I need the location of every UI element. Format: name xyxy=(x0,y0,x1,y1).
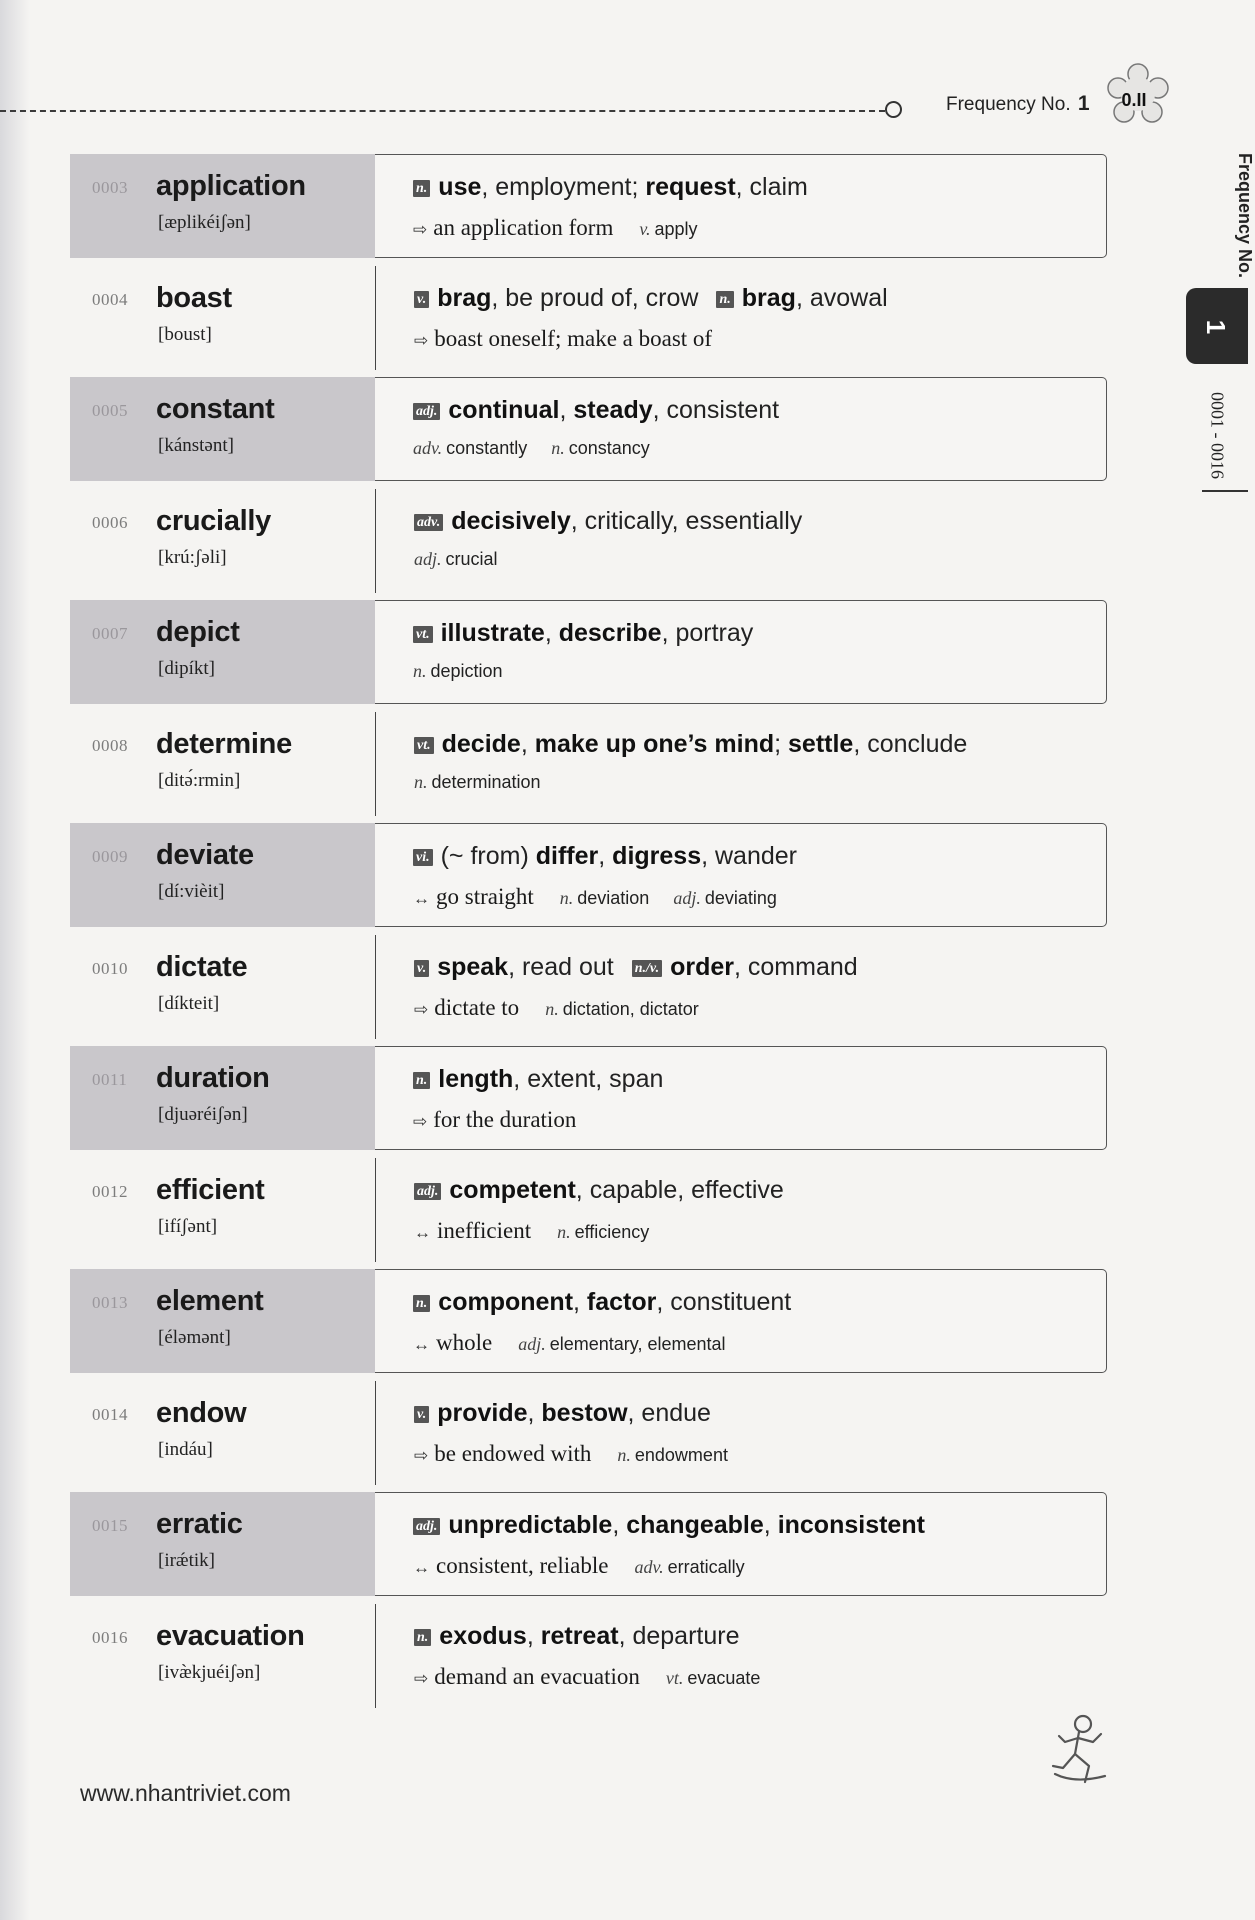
page-gutter-shadow xyxy=(0,0,30,1920)
synonym-text: , avowal xyxy=(795,283,888,312)
derivative-pos: adv. xyxy=(413,438,443,458)
side-tab-range: 0001 - 0016 xyxy=(1207,392,1228,479)
entry-definition-cell xyxy=(375,1381,1108,1485)
definition-line xyxy=(414,284,888,313)
headword: determine xyxy=(156,727,292,760)
entry-definition-cell xyxy=(375,935,1108,1039)
entry-number: 0012 xyxy=(92,1181,128,1201)
entry-headword-cell xyxy=(70,489,375,593)
key-synonym: continual xyxy=(448,396,560,424)
usage-line xyxy=(413,884,801,910)
synonym-text: , xyxy=(598,842,613,870)
entry-number: 0008 xyxy=(92,735,128,755)
key-synonym: make up one’s mind xyxy=(534,729,775,758)
definition-line xyxy=(414,1176,784,1205)
derivative-word: efficiency xyxy=(574,1221,650,1242)
part-of-speech-badge: v. xyxy=(414,1406,429,1423)
entry-definition-cell xyxy=(375,1158,1108,1262)
key-synonym: changeable xyxy=(626,1511,764,1539)
synonym-text: , employment; xyxy=(481,173,646,201)
synonym-text: , constituent xyxy=(656,1288,792,1316)
vocab-entry xyxy=(70,485,1115,597)
part-of-speech-badge: adv. xyxy=(414,514,443,531)
derivative-pos: n. xyxy=(617,1444,631,1465)
headword: dictate xyxy=(156,950,248,983)
key-synonym: steady xyxy=(573,396,653,424)
vocab-entry xyxy=(70,262,1115,374)
part-of-speech-badge: vi. xyxy=(413,849,433,866)
usage-phrase: whole xyxy=(436,1330,493,1355)
definition-line xyxy=(413,619,753,648)
headword: efficient xyxy=(156,1173,265,1206)
synonym-text: , critically, essentially xyxy=(570,506,803,535)
synonym-text: , consistent xyxy=(652,396,780,424)
headword: element xyxy=(156,1285,264,1317)
part-of-speech-badge: n. xyxy=(716,291,733,308)
entry-headword-cell xyxy=(70,1046,375,1150)
pronunciation: [ditə́:rmin] xyxy=(158,769,241,791)
entry-number: 0014 xyxy=(92,1404,128,1424)
definition-line xyxy=(414,730,967,759)
derivative-pos: adv. xyxy=(634,1557,664,1577)
synonym-text: , claim xyxy=(735,173,808,201)
arrow-icon: ⇨ xyxy=(414,1445,429,1465)
usage-phrase: an application form xyxy=(433,215,614,240)
arrow-icon: ↔ xyxy=(413,1335,430,1354)
part-of-speech-badge: n. xyxy=(414,1629,431,1646)
entry-definition-cell xyxy=(375,1046,1107,1150)
derivative-pos: n. xyxy=(545,998,559,1019)
pronunciation: [dí:vièit] xyxy=(158,881,225,902)
part-of-speech-badge: adj. xyxy=(414,1183,441,1200)
entry-headword-cell xyxy=(70,266,375,370)
vocab-entry xyxy=(70,1154,1115,1266)
key-synonym: settle xyxy=(788,729,854,758)
usage-phrase: for the duration xyxy=(433,1107,577,1132)
usage-line xyxy=(413,438,674,460)
entry-definition-cell xyxy=(375,489,1108,593)
synonym-text: , command xyxy=(734,952,858,981)
synonym-text: , capable, effective xyxy=(575,1175,784,1204)
pronunciation: [ivæ̀kjuéiʃən] xyxy=(158,1661,261,1683)
synonym-text: , xyxy=(612,1511,627,1539)
footer-website: www.nhantriviet.com xyxy=(80,1780,291,1806)
entry-headword-cell xyxy=(70,1158,375,1262)
headword: application xyxy=(156,170,306,202)
entry-number: 0003 xyxy=(92,178,128,197)
part-of-speech-badge: v. xyxy=(414,960,429,977)
entry-definition-cell xyxy=(375,712,1108,816)
synonym-text: , wander xyxy=(701,842,797,870)
derivative-word: endowment xyxy=(634,1444,728,1465)
pronunciation: [krú:ʃəli] xyxy=(158,546,227,568)
usage-phrase: inefficient xyxy=(437,1217,532,1243)
entry-number: 0007 xyxy=(92,624,128,643)
pronunciation: [æplikéiʃən] xyxy=(158,212,251,233)
pronunciation: [kánstənt] xyxy=(158,435,234,456)
arrow-icon: ⇨ xyxy=(414,330,429,350)
key-synonym: exodus xyxy=(439,1621,527,1650)
headword: duration xyxy=(156,1062,270,1094)
synonym-text: (~ from) xyxy=(440,842,536,870)
synonym-text: , xyxy=(520,729,535,758)
usage-line xyxy=(414,326,738,352)
arrow-icon: ⇨ xyxy=(413,1112,428,1131)
derivative-word: dictation, dictator xyxy=(562,998,699,1019)
part-of-speech-badge: n. xyxy=(413,1295,430,1312)
pronunciation: [indáu] xyxy=(158,1438,213,1460)
vocab-entry xyxy=(70,1042,1115,1154)
vocab-entry xyxy=(70,819,1115,931)
derivative-pos: adj. xyxy=(673,888,701,908)
key-synonym: speak xyxy=(437,952,509,981)
usage-phrase: demand an evacuation xyxy=(434,1663,640,1689)
part-of-speech-badge: v. xyxy=(414,291,429,308)
entry-headword-cell xyxy=(70,1604,375,1708)
pronunciation: [díkteit] xyxy=(158,992,220,1014)
header-dashed-rule xyxy=(0,110,885,112)
key-synonym: factor xyxy=(586,1288,657,1316)
synonym-text: , extent, span xyxy=(513,1065,664,1093)
part-of-speech-badge: adj. xyxy=(413,403,440,420)
entry-definition-cell xyxy=(375,377,1107,481)
derivative-pos: n. xyxy=(413,661,427,681)
synonym-text: , endue xyxy=(627,1398,711,1427)
usage-line xyxy=(414,995,723,1021)
pronunciation: [éləmənt] xyxy=(158,1327,231,1348)
entry-definition-cell xyxy=(375,1269,1107,1373)
derivative-pos: n. xyxy=(551,438,565,458)
synonym-text: , xyxy=(544,619,559,647)
frequency-header xyxy=(946,92,1090,116)
key-synonym: component xyxy=(438,1288,574,1316)
arrow-icon: ↔ xyxy=(413,889,430,908)
usage-phrase: go straight xyxy=(436,884,534,909)
rule-end-circle xyxy=(885,101,902,118)
key-synonym: length xyxy=(438,1065,514,1093)
arrow-icon: ⇨ xyxy=(414,1668,429,1688)
entry-definition-cell xyxy=(375,823,1107,927)
derivative-word: deviation xyxy=(577,888,650,908)
key-synonym: request xyxy=(645,173,736,201)
derivative-word: erratically xyxy=(667,1557,745,1577)
derivative-word: constancy xyxy=(568,438,650,458)
headword: constant xyxy=(156,393,275,425)
headword: boast xyxy=(156,281,232,314)
part-of-speech-badge: n. xyxy=(413,1072,430,1089)
definition-line xyxy=(414,953,858,982)
side-tab-number: 1 xyxy=(1201,319,1231,335)
pronunciation: [irǽtik] xyxy=(158,1550,215,1571)
derivative-word: determination xyxy=(431,771,541,792)
entry-number: 0005 xyxy=(92,401,128,420)
key-synonym: use xyxy=(438,173,482,201)
key-synonym: decide xyxy=(441,729,521,758)
synonym-text: , xyxy=(763,1511,778,1539)
key-synonym: decisively xyxy=(451,506,571,535)
synonym-text: , xyxy=(526,1621,541,1650)
synonym-text: , xyxy=(573,1288,587,1316)
key-synonym: illustrate xyxy=(440,619,545,647)
headword: crucially xyxy=(156,504,271,537)
vocab-entry xyxy=(70,373,1115,485)
definition-line xyxy=(414,1399,711,1428)
definition-line xyxy=(414,1622,739,1651)
derivative-pos: n. xyxy=(559,888,574,908)
pronunciation: [djuəréiʃən] xyxy=(158,1104,248,1125)
usage-line xyxy=(414,1441,752,1467)
key-synonym: differ xyxy=(535,842,599,870)
usage-line xyxy=(413,661,527,683)
badge-label: 0.II xyxy=(1121,90,1147,110)
entry-headword-cell xyxy=(70,935,375,1039)
usage-line xyxy=(414,549,522,571)
vocab-entry xyxy=(70,596,1115,708)
headword: depict xyxy=(156,616,240,648)
headword: erratic xyxy=(156,1508,243,1540)
vocab-entry xyxy=(70,1600,1115,1712)
derivative-word: constantly xyxy=(446,438,528,458)
key-synonym: brag xyxy=(437,283,492,312)
pronunciation: [ifíʃənt] xyxy=(158,1215,218,1237)
running-figure-icon xyxy=(1045,1712,1115,1788)
usage-line xyxy=(413,1107,602,1133)
arrow-icon: ↔ xyxy=(414,1222,431,1242)
synonym-text: , portray xyxy=(661,619,754,647)
arrow-icon: ↔ xyxy=(413,1558,430,1577)
key-synonym: provide xyxy=(437,1398,528,1427)
side-tab-title: Frequency No. xyxy=(1235,152,1255,279)
usage-phrase: boast oneself; make a boast of xyxy=(434,325,713,351)
vocab-entry xyxy=(70,1265,1115,1377)
arrow-icon: ⇨ xyxy=(414,999,429,1019)
entry-headword-cell xyxy=(70,154,375,258)
entry-headword-cell xyxy=(70,1492,375,1596)
derivative-pos: n. xyxy=(557,1221,571,1242)
vocab-entry xyxy=(70,931,1115,1043)
definition-line xyxy=(413,1511,925,1540)
derivative-pos: v. xyxy=(639,219,651,239)
entry-headword-cell xyxy=(70,823,375,927)
synonym-text: , departure xyxy=(618,1621,740,1650)
part-of-speech-badge: adj. xyxy=(413,1518,440,1535)
synonym-text: , read out xyxy=(508,952,614,981)
frequency-number: 1 xyxy=(1077,92,1090,115)
usage-phrase: consistent, reliable xyxy=(436,1553,609,1578)
vocab-entry xyxy=(70,1488,1115,1600)
definition-line xyxy=(413,1288,791,1317)
usage-phrase: dictate to xyxy=(434,994,520,1020)
synonym-text: , be proud of, crow xyxy=(491,283,699,312)
definition-line xyxy=(413,1065,663,1094)
entry-headword-cell xyxy=(70,1381,375,1485)
key-synonym: bestow xyxy=(541,1398,628,1427)
derivative-word: apply xyxy=(654,219,698,239)
entry-number: 0011 xyxy=(92,1070,128,1089)
headword: deviate xyxy=(156,839,254,871)
entry-headword-cell xyxy=(70,600,375,704)
derivative-word: evacuate xyxy=(687,1667,761,1688)
key-synonym: brag xyxy=(741,283,796,312)
entry-definition-cell xyxy=(375,154,1107,258)
definition-line xyxy=(413,173,808,202)
entry-definition-cell xyxy=(375,1604,1108,1708)
entry-headword-cell xyxy=(70,1269,375,1373)
entry-number: 0016 xyxy=(92,1627,128,1647)
usage-phrase: be endowed with xyxy=(434,1440,592,1466)
synonym-text: ; xyxy=(774,729,789,758)
usage-line xyxy=(414,1218,673,1244)
key-synonym: describe xyxy=(558,619,662,647)
usage-line xyxy=(413,215,722,241)
vocab-entry xyxy=(70,708,1115,820)
entry-number: 0010 xyxy=(92,958,128,978)
entry-number: 0006 xyxy=(92,512,128,532)
usage-line xyxy=(414,772,565,794)
part-of-speech-badge: n./v. xyxy=(632,960,662,977)
headword: endow xyxy=(156,1396,247,1429)
usage-line xyxy=(413,1553,769,1579)
vocabulary-list xyxy=(70,150,1115,1711)
key-synonym: unpredictable xyxy=(448,1511,613,1539)
key-synonym: competent xyxy=(449,1175,576,1204)
entry-definition-cell xyxy=(375,1492,1107,1596)
part-of-speech-badge: n. xyxy=(413,180,430,197)
part-of-speech-badge: vt. xyxy=(413,626,433,643)
entry-number: 0004 xyxy=(92,289,128,309)
part-of-speech-badge: vt. xyxy=(414,737,434,754)
derivative-word: elementary, elemental xyxy=(549,1334,726,1354)
pronunciation: [boust] xyxy=(158,323,212,345)
synonym-text: , conclude xyxy=(853,729,968,758)
vocab-entry xyxy=(70,150,1115,262)
entry-number: 0009 xyxy=(92,847,128,866)
frequency-label: Frequency No. xyxy=(946,94,1071,115)
derivative-word: crucial xyxy=(445,548,498,569)
entry-headword-cell xyxy=(70,712,375,816)
usage-line xyxy=(413,1330,750,1356)
definition-line xyxy=(413,396,779,425)
synonym-text: , xyxy=(527,1398,542,1427)
entry-number: 0013 xyxy=(92,1293,128,1312)
entry-number: 0015 xyxy=(92,1516,128,1535)
side-tab-divider xyxy=(1202,490,1248,492)
pronunciation: [dipíkt] xyxy=(158,658,215,679)
key-synonym: order xyxy=(670,952,735,981)
vocab-entry xyxy=(70,1377,1115,1489)
entry-definition-cell xyxy=(375,266,1108,370)
definition-line xyxy=(413,842,797,871)
derivative-pos: vt. xyxy=(665,1667,684,1688)
derivative-pos: adj. xyxy=(414,548,442,569)
arrow-icon: ⇨ xyxy=(413,220,428,239)
usage-line xyxy=(414,1664,784,1690)
synonym-text: , xyxy=(559,396,574,424)
entry-definition-cell xyxy=(375,600,1107,704)
key-synonym: digress xyxy=(612,842,702,870)
derivative-pos: adj. xyxy=(518,1334,546,1354)
key-synonym: retreat xyxy=(540,1621,619,1650)
key-synonym: inconsistent xyxy=(777,1511,925,1539)
derivative-word: deviating xyxy=(704,888,777,908)
derivative-pos: n. xyxy=(414,771,428,792)
headword: evacuation xyxy=(156,1619,305,1652)
entry-headword-cell xyxy=(70,377,375,481)
definition-line xyxy=(414,507,802,536)
derivative-word: depiction xyxy=(430,661,503,681)
